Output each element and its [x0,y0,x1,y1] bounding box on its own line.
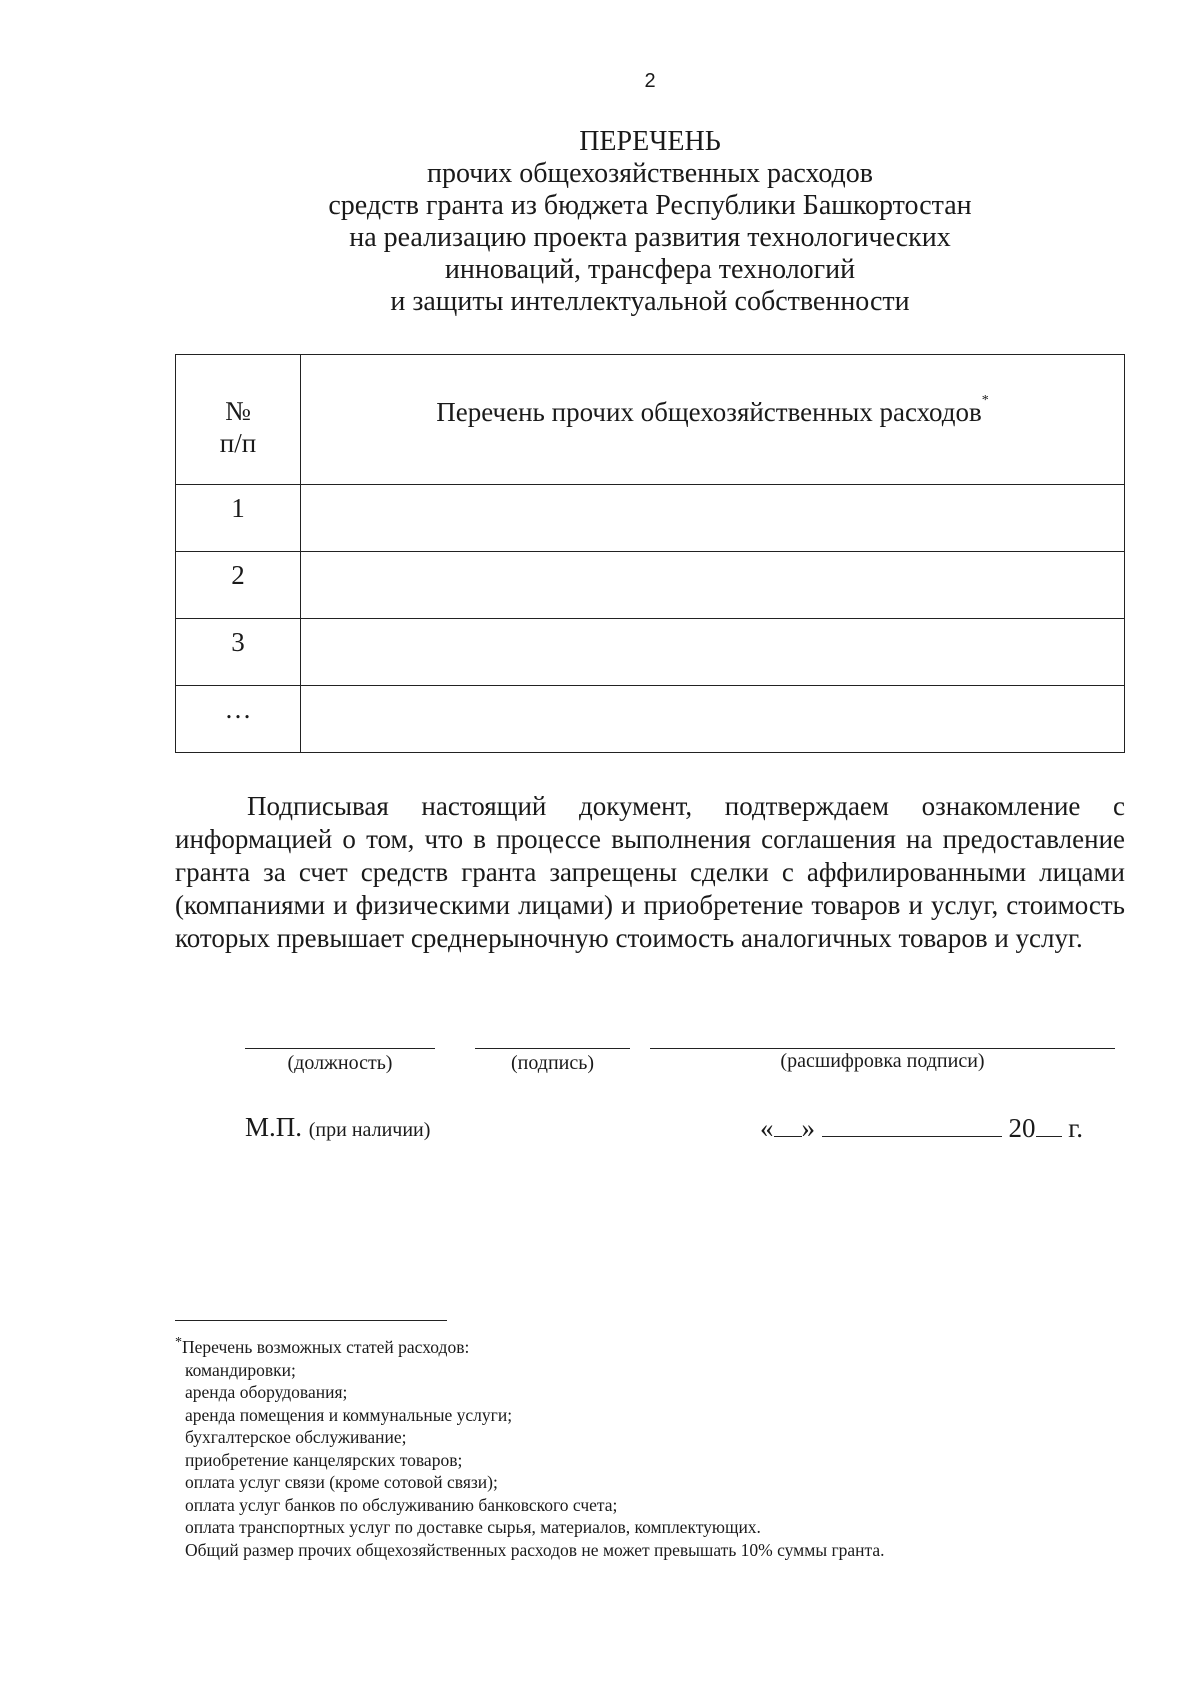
expense-cell [301,686,1125,753]
table-header-row [176,355,1125,485]
title-line: средств гранта из бюджета Республики Башкортостан [328,190,972,221]
footnote-item: аренда оборудования; [185,1382,348,1402]
column-header-expenses-label: Перечень прочих общехозяйственных расходов [436,397,982,427]
signature-line [475,1048,630,1049]
column-header-expenses [301,355,1125,485]
title-line: инноваций, трансфера технологий [444,254,856,285]
footnote-item: аренда помещения и коммунальные услуги; [185,1404,513,1425]
row-number: … [176,686,301,753]
table-row [176,686,1125,753]
row-number: 1 [176,485,301,552]
date-field [760,1112,1083,1144]
row-number: 2 [176,552,301,619]
date-close-quote: » [801,1113,815,1143]
date-open-quote: « [760,1113,774,1143]
footnote-intro [175,1336,1115,1359]
acknowledgement-text: Подписывая настоящий документ, подтверждаем ознакомление с информацией о том, что в процессе выполнения соглашения на предоставление гранта за счет средств гранта запрещены сделки с аффилированными лицами (компаниями и физическими лицами) и приобретение товаров и услуг, стоимость которых превышает среднерыночную стоимость аналогичных товаров и услуг. [175,791,1125,953]
footnote-item: оплата услуг банков по обслуживанию банковского счета; [185,1494,618,1515]
stamp-label: М.П. [245,1112,303,1142]
row-number: 3 [176,619,301,686]
table-row [176,552,1125,619]
footnote-item: бухгалтерское обслуживание; [185,1427,407,1447]
year-prefix: 20 [1008,1113,1036,1143]
position-line [245,1048,435,1049]
acknowledgement-paragraph [175,790,1125,955]
document-title [0,126,1200,318]
column-header-number [176,355,301,485]
signature-decoding-caption: (расшифровка подписи) [780,1050,985,1072]
footnote-limit: Общий размер прочих общехозяйственных расходов не может превышать 10% суммы гранта. [185,1539,885,1560]
title-heading: ПЕРЕЧЕНЬ [579,126,721,157]
table-row [176,485,1125,552]
day-blank [774,1112,802,1137]
stamp-placeholder [245,1112,430,1143]
year-blank [1036,1112,1062,1137]
stamp-note: (при наличии) [308,1119,431,1141]
expense-cell [301,619,1125,686]
position-caption: (должность) [287,1052,393,1074]
signature-decoding-line [650,1048,1115,1049]
footnote-item: оплата услуг связи (кроме сотовой связи); [185,1472,498,1492]
title-line: на реализацию проекта развития технологических [349,222,951,253]
footnote-reference: * [981,393,989,408]
footnote-item: приобретение канцелярских товаров; [185,1449,463,1470]
footnote-item: оплата транспортных услуг по доставке сырья, материалов, комплектующих. [185,1517,761,1537]
column-header-number-abbr: п/п [219,428,257,458]
year-suffix: г. [1068,1113,1084,1143]
column-header-number-sign: № [225,396,251,426]
page-number: 2 [644,70,656,92]
table-row [176,619,1125,686]
footnote [175,1336,1115,1561]
month-blank [822,1112,1002,1137]
footnote-divider [175,1320,447,1321]
footnote-item: командировки; [185,1359,296,1380]
title-line: прочих общехозяйственных расходов [426,158,874,189]
expense-cell [301,485,1125,552]
title-line: и защиты интеллектуальной собственности [390,286,910,317]
expenses-table [175,354,1125,753]
footnote-intro-text: Перечень возможных статей расходов: [182,1337,470,1357]
signature-caption: (подпись) [510,1052,595,1074]
expense-cell [301,552,1125,619]
footnote-mark: * [175,1335,182,1350]
